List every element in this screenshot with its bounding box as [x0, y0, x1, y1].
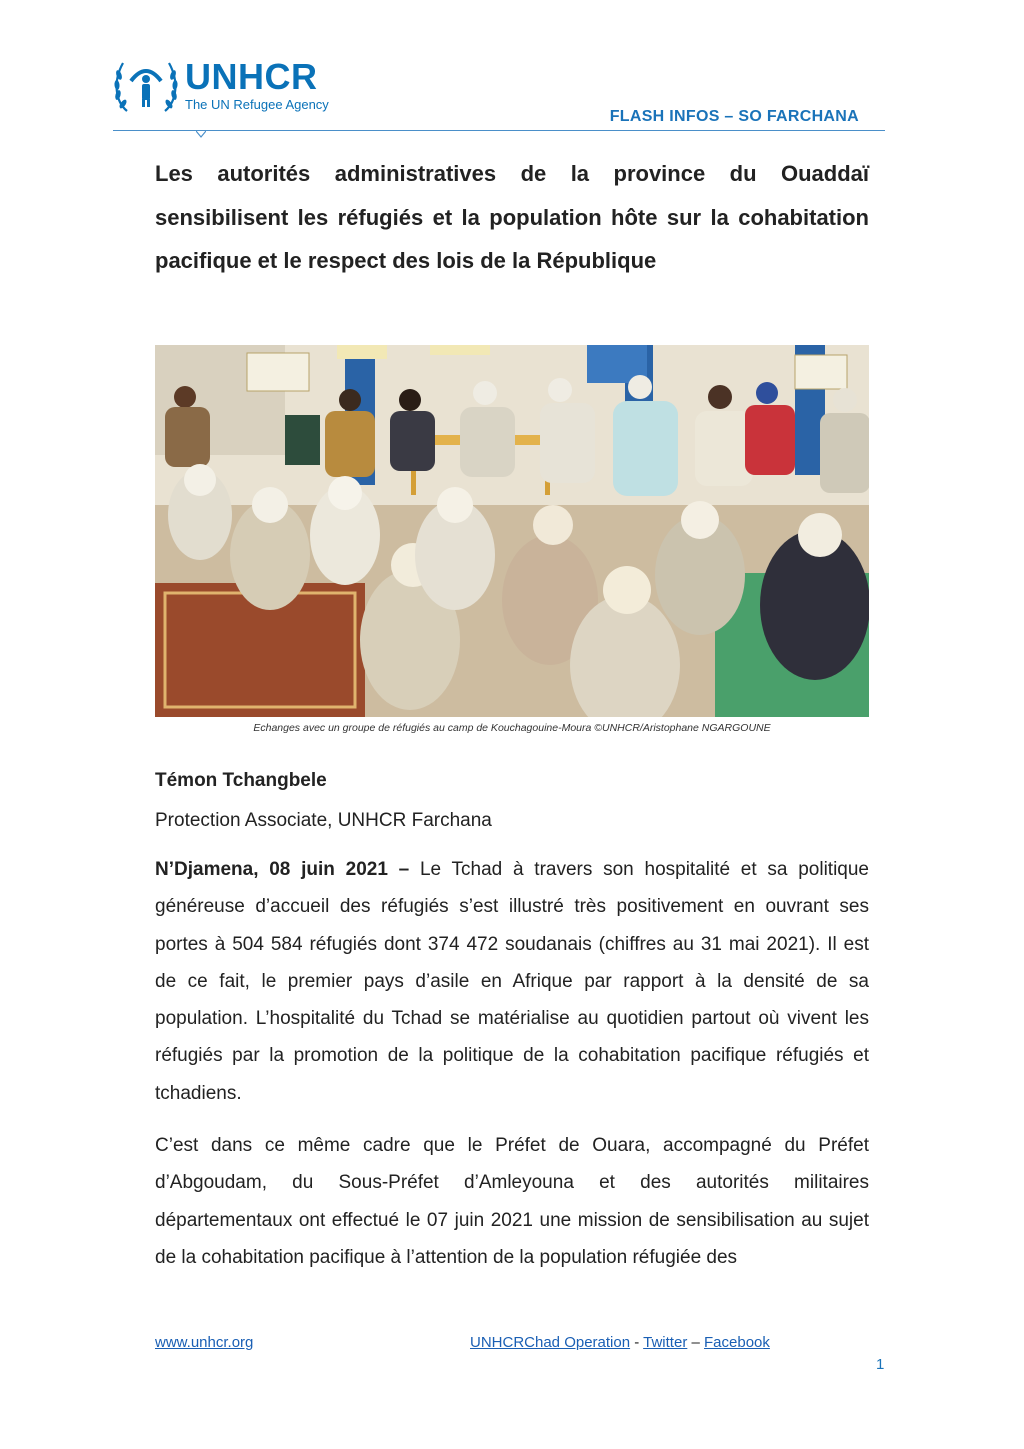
logo-wordmark	[185, 57, 329, 112]
logo-name: UNHCR	[185, 56, 318, 97]
article-title: Les autorités administratives de la province du Ouaddaï sensibilisent les réfugiés et la population hôte sur la cohabitation pacifique et le respect des lois de la République	[155, 161, 869, 273]
photo-caption: Echanges avec un groupe de réfugiés au camp de Kouchagouine-Moura ©UNHCR/Aristophane NGARGOUNE	[253, 722, 771, 734]
header-divider	[113, 130, 885, 131]
dateline: N’Djamena, 08 juin 2021 –	[155, 859, 410, 880]
paragraph-2: C’est dans ce même cadre que le Préfet de Ouara, accompagné du Préfet d’Abgoudam, du Sous-Préfet d’Amleyouna et des autorités militaires départementaux ont effectué le 07 juin 2021 une mission de sensibilisation au sujet de la cohabitation pacifique à l’attention de la population réfugiée des	[155, 1135, 869, 1268]
paragraph-1	[155, 851, 869, 1112]
article-photo	[155, 345, 869, 717]
page-number: 1	[876, 1356, 885, 1373]
flash-infos-label: FLASH INFOS – SO FARCHANA	[609, 108, 859, 125]
facebook-link[interactable]: Facebook	[704, 1334, 770, 1351]
unhcr-emblem-icon	[113, 55, 179, 115]
author-name: Témon Tchangbele	[155, 770, 327, 791]
operation-link[interactable]: UNHCRChad Operation	[470, 1334, 631, 1351]
unhcr-logo	[113, 55, 363, 117]
logo-subtitle: The UN Refugee Agency	[185, 97, 329, 112]
paragraph-1-text: Le Tchad à travers son hospitalité et sa politique généreuse d’accueil des réfugiés s’est illustré très positivement en ouvrant ses portes à 504 584 réfugiés dont 374 472 soudanais (chiffres au 31 mai 2021). Il est de ce fait, le premier pays d’asile en Afrique par rapport à la densité de sa population. L’hospitalité du Tchad se matérialise au quotidien partout où vivent les réfugiés par la promotion de la politique de la cohabitation pacifique réfugiés et tchadiens.	[155, 859, 869, 1104]
meeting-photo-illustration	[155, 345, 869, 717]
author-role: Protection Associate, UNHCR Farchana	[155, 810, 492, 831]
twitter-link[interactable]: Twitter	[643, 1334, 688, 1351]
footer-separator: -	[630, 1334, 644, 1351]
footer-separator: –	[687, 1334, 705, 1351]
website-link[interactable]: www.unhcr.org	[155, 1334, 254, 1351]
divider-notch-icon	[196, 131, 206, 141]
footer-social-links	[470, 1334, 770, 1351]
